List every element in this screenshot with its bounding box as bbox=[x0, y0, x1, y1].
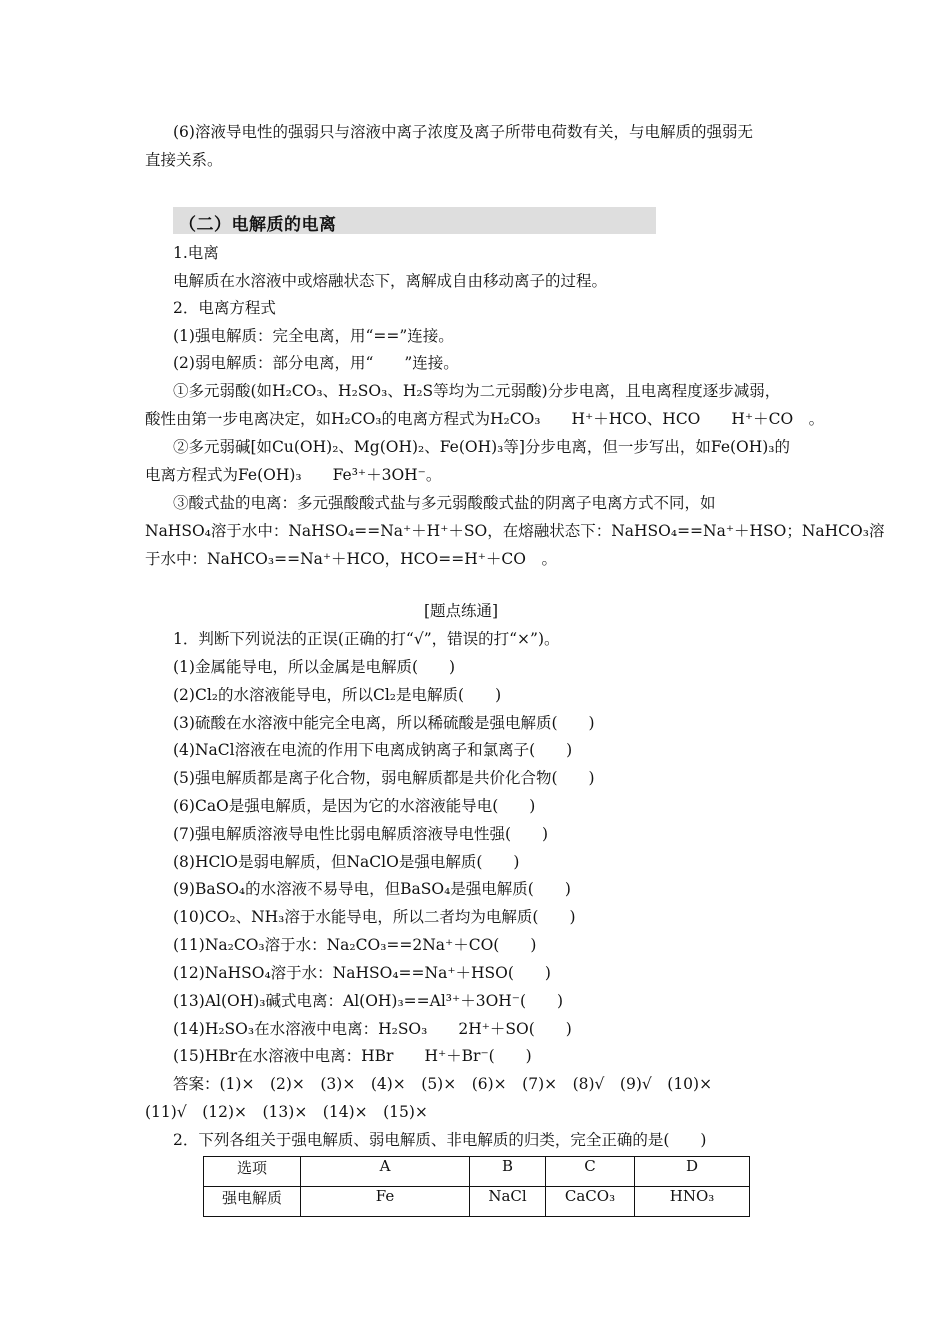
question-2: 2．下列各组关于强电解质、弱电解质、非电解质的归类，完全正确的是( ) bbox=[173, 1131, 707, 1149]
table-cell: NaCl bbox=[470, 1187, 546, 1217]
table-cell: Fe bbox=[301, 1187, 470, 1217]
table-header-cell: 选项 bbox=[204, 1157, 301, 1187]
list-item: (12)NaHSO₄溶于水：NaHSO₄==Na⁺＋HSO( ) bbox=[173, 964, 551, 982]
list-item: (3)硫酸在水溶液中能完全电离，所以稀硫酸是强电解质( ) bbox=[173, 714, 595, 732]
table-header-cell: B bbox=[470, 1157, 546, 1187]
list-item: (5)强电解质都是离子化合物，弱电解质都是共价化合物( ) bbox=[173, 769, 595, 787]
list-item: (2)Cl₂的水溶液能导电，所以Cl₂是电解质( ) bbox=[173, 686, 502, 704]
section-title: （二）电解质的电离 bbox=[179, 215, 337, 235]
list-item: (1)金属能导电，所以金属是电解质( ) bbox=[173, 658, 456, 676]
list-item: (14)H₂SO₃在水溶液中电离：H₂SO₃ 2H⁺＋SO( ) bbox=[173, 1020, 572, 1038]
list-item: (10)CO₂、NH₃溶于水能导电，所以二者均为电解质( ) bbox=[173, 908, 576, 926]
table-cell: HNO₃ bbox=[635, 1187, 750, 1217]
strong-electrolyte-text: (1)强电解质：完全电离，用“==”连接。 bbox=[173, 327, 454, 345]
case-3-line-3: 于水中：NaHCO₃==Na⁺＋HCO，HCO==H⁺＋CO 。 bbox=[145, 550, 557, 568]
case-3-line-1: ③酸式盐的电离：多元强酸酸式盐与多元弱酸酸式盐的阴离子电离方式不同，如 bbox=[173, 494, 716, 512]
table-row bbox=[204, 1157, 750, 1187]
list-item: (6)CaO是强电解质，是因为它的水溶液能导电( ) bbox=[173, 797, 536, 815]
table-header-cell: A bbox=[301, 1157, 470, 1187]
list-item: (8)HClO是弱电解质，但NaClO是强电解质( ) bbox=[173, 853, 520, 871]
subheading-equation: 2．电离方程式 bbox=[173, 299, 276, 317]
case-2-line-2: 电离方程式为Fe(OH)₃ Fe³⁺＋3OH⁻。 bbox=[145, 466, 442, 484]
table-header-cell: C bbox=[546, 1157, 635, 1187]
case-1-line-2: 酸性由第一步电离决定，如H₂CO₃的电离方程式为H₂CO₃ H⁺＋HCO、HCO H⁺＋CO 。 bbox=[145, 410, 825, 428]
list-item: (9)BaSO₄的水溶液不易导电，但BaSO₄是强电解质( ) bbox=[173, 880, 571, 898]
list-item: (4)NaCl溶液在电流的作用下电离成钠离子和氯离子( ) bbox=[173, 741, 573, 759]
weak-electrolyte-text: (2)弱电解质：部分电离，用“ ”连接。 bbox=[173, 354, 459, 372]
table-cell: CaCO₃ bbox=[546, 1187, 635, 1217]
question-1: 1．判断下列说法的正误(正确的打“√”，错误的打“×”)。 bbox=[173, 630, 560, 648]
options-table bbox=[203, 1156, 750, 1217]
section-heading-bar bbox=[173, 207, 656, 234]
list-item: (7)强电解质溶液导电性比弱电解质溶液导电性强( ) bbox=[173, 825, 549, 843]
list-item: (13)Al(OH)₃碱式电离：Al(OH)₃==Al³⁺＋3OH⁻( ) bbox=[173, 992, 564, 1010]
practice-heading: [题点练通] bbox=[424, 602, 499, 620]
table-header-cell: D bbox=[635, 1157, 750, 1187]
case-2-line-1: ②多元弱碱[如Cu(OH)₂、Mg(OH)₂、Fe(OH)₃等]分步电离，但一步写出，如Fe(OH)₃的 bbox=[173, 438, 791, 456]
answer-line-2: (11)√ (12)× (13)× (14)× (15)× bbox=[145, 1103, 428, 1121]
case-1-line-1: ①多元弱酸(如H₂CO₃、H₂SO₃、H₂S等均为二元弱酸)分步电离，且电离程度逐步减弱， bbox=[173, 382, 781, 400]
case-3-line-2: NaHSO₄溶于水中：NaHSO₄==Na⁺＋H⁺＋SO，在熔融状态下：NaHSO₄==Na⁺＋HSO；NaHCO₃溶 bbox=[145, 522, 885, 540]
subheading-ionization: 1.电离 bbox=[173, 244, 219, 262]
answer-line-1: 答案：(1)× (2)× (3)× (4)× (5)× (6)× (7)× (8)√ (9)√ (10)× bbox=[173, 1075, 713, 1093]
ionization-definition: 电解质在水溶液中或熔融状态下，离解成自由移动离子的过程。 bbox=[173, 272, 608, 290]
intro-line-1: (6)溶液导电性的强弱只与溶液中离子浓度及离子所带电荷数有关，与电解质的强弱无 bbox=[173, 123, 753, 141]
list-item: (15)HBr在水溶液中电离：HBr H⁺＋Br⁻( ) bbox=[173, 1047, 532, 1065]
table-row bbox=[204, 1187, 750, 1217]
intro-line-2: 直接关系。 bbox=[145, 151, 223, 169]
list-item: (11)Na₂CO₃溶于水：Na₂CO₃==2Na⁺＋CO( ) bbox=[173, 936, 537, 954]
table-cell: 强电解质 bbox=[204, 1187, 301, 1217]
